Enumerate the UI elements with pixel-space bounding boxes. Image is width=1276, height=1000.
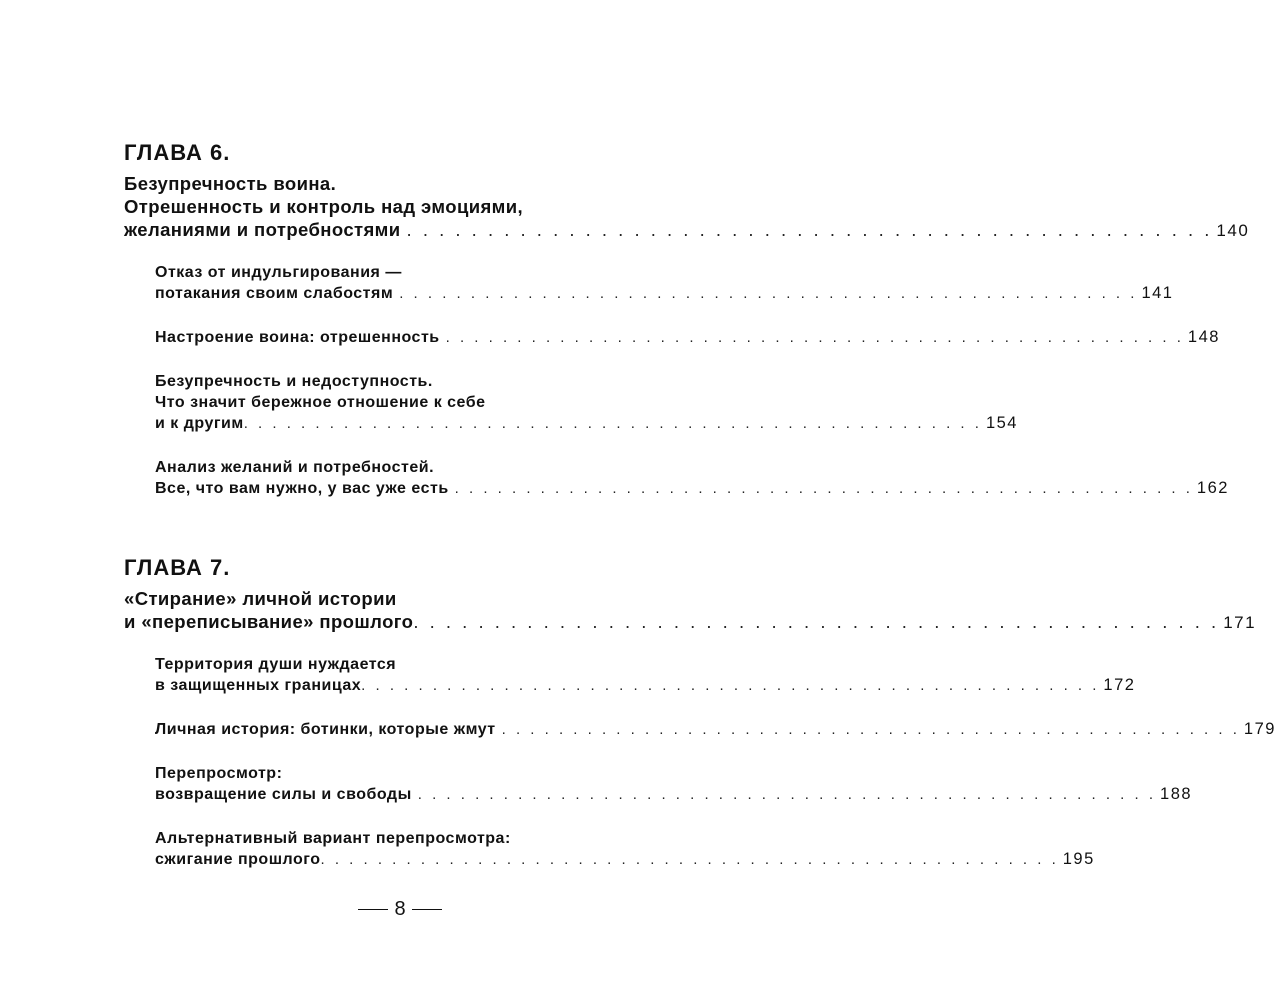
dot-leader: . . . . . . . . . . . . . . . . . . . . . . . . . . . . . . . . . . . . . . . . . . . . . . . . . . xyxy=(406,219,1213,240)
entry-line: Альтернативный вариант перепросмотра: xyxy=(155,830,511,847)
dot-leader: . . . . . . . . . . . . . . . . . . . . . . . . . . . . . . . . . . . . . . . . . . . . . . . . . . . . xyxy=(320,851,1059,868)
entry-line: Что значит бережное отношение к себе xyxy=(155,394,486,411)
footer-page-number: 8 xyxy=(394,898,406,920)
toc-entry[interactable] xyxy=(155,654,1136,696)
chapter-6 xyxy=(124,140,1250,499)
dot-leader: . . . . . . . . . . . . . . . . . . . . . . . . . . . . . . . . . . . . . . . . . . . . . . . . . . . . xyxy=(454,480,1193,497)
chapter-heading-entry[interactable] xyxy=(124,218,1250,242)
table-of-contents xyxy=(124,140,1276,870)
page-footer xyxy=(0,898,800,921)
toc-entry[interactable] xyxy=(155,763,1193,805)
chapter-heading-line: желаниями и потребностями xyxy=(124,219,401,240)
page-number: 154 xyxy=(985,414,1018,432)
entry-line: Все, что вам нужно, у вас уже есть xyxy=(155,480,449,497)
chapter-heading-line: Безупречность воина. xyxy=(124,173,337,194)
page-number: 148 xyxy=(1187,328,1220,346)
dot-leader: . . . . . . . . . . . . . . . . . . . . . . . . . . . . . . . . . . . . . . . . . . . . . . . . . . . . xyxy=(445,329,1184,346)
page-number: 140 xyxy=(1216,221,1250,240)
dot-leader: . . . . . . . . . . . . . . . . . . . . . . . . . . . . . . . . . . . . . . . . . . . . . . . . . . . . xyxy=(417,786,1157,803)
entry-line: в защищенных границах xyxy=(155,677,362,694)
toc-entry[interactable] xyxy=(155,327,1220,348)
chapter-heading xyxy=(124,172,1250,242)
page-number: 188 xyxy=(1160,785,1193,803)
dot-leader: . . . . . . . . . . . . . . . . . . . . . . . . . . . . . . . . . . . . . . . . . . . . . . . . . . xyxy=(413,611,1220,632)
entry-line: Безупречность и недоступность. xyxy=(155,373,433,390)
dot-leader: . . . . . . . . . . . . . . . . . . . . . . . . . . . . . . . . . . . . . . . . . . . . . . . . . . . . xyxy=(361,677,1100,694)
entry-line: Территория души нуждается xyxy=(155,656,397,673)
page-number: 179 xyxy=(1243,720,1276,738)
toc-entry[interactable] xyxy=(155,719,1276,740)
entry-line: сжигание прошлого xyxy=(155,851,321,868)
entry-line: возвращение силы и свободы xyxy=(155,786,412,803)
entry-line: и к другим xyxy=(155,415,244,432)
dot-leader: . . . . . . . . . . . . . . . . . . . . . . . . . . . . . . . . . . . . . . . . . . . . . . . . . . . . xyxy=(501,721,1240,738)
chapter-7 xyxy=(124,555,1276,870)
page-number: 172 xyxy=(1103,676,1136,694)
page-number: 171 xyxy=(1223,613,1257,632)
toc-entry[interactable] xyxy=(155,371,1018,434)
entry-line: Отказ от индульгирования — xyxy=(155,264,402,281)
chapter-heading xyxy=(124,587,1257,634)
entry-line: Перепросмотр: xyxy=(155,765,283,782)
entry-line: Анализ желаний и потребностей. xyxy=(155,459,435,476)
footer-dash xyxy=(358,909,388,911)
chapter-heading-line: и «переписывание» прошлого xyxy=(124,611,414,632)
chapter-title: ГЛАВА 6. xyxy=(124,140,231,165)
toc-entry[interactable] xyxy=(155,457,1229,499)
toc-entry[interactable] xyxy=(155,828,1095,870)
entry-line: Настроение воина: отрешенность xyxy=(155,329,440,346)
entry-line: потакания своим слабостям xyxy=(155,285,394,302)
chapter-heading-line: Отрешенность и контроль над эмоциями, xyxy=(124,196,524,217)
page-number: 162 xyxy=(1196,479,1229,497)
page-number: 141 xyxy=(1141,284,1174,302)
footer-dash xyxy=(412,909,442,911)
chapter-heading-line: «Стирание» личной истории xyxy=(124,588,397,609)
chapter-title: ГЛАВА 7. xyxy=(124,555,231,580)
toc-entry[interactable] xyxy=(155,262,1174,304)
entry-line: Личная история: ботинки, которые жмут xyxy=(155,721,496,738)
dot-leader: . . . . . . . . . . . . . . . . . . . . . . . . . . . . . . . . . . . . . . . . . . . . . . . . . . . . xyxy=(243,415,982,432)
chapter-heading-entry[interactable] xyxy=(124,610,1257,634)
page-number: 195 xyxy=(1062,850,1095,868)
dot-leader: . . . . . . . . . . . . . . . . . . . . . . . . . . . . . . . . . . . . . . . . . . . . . . . . . . . . xyxy=(399,285,1138,302)
